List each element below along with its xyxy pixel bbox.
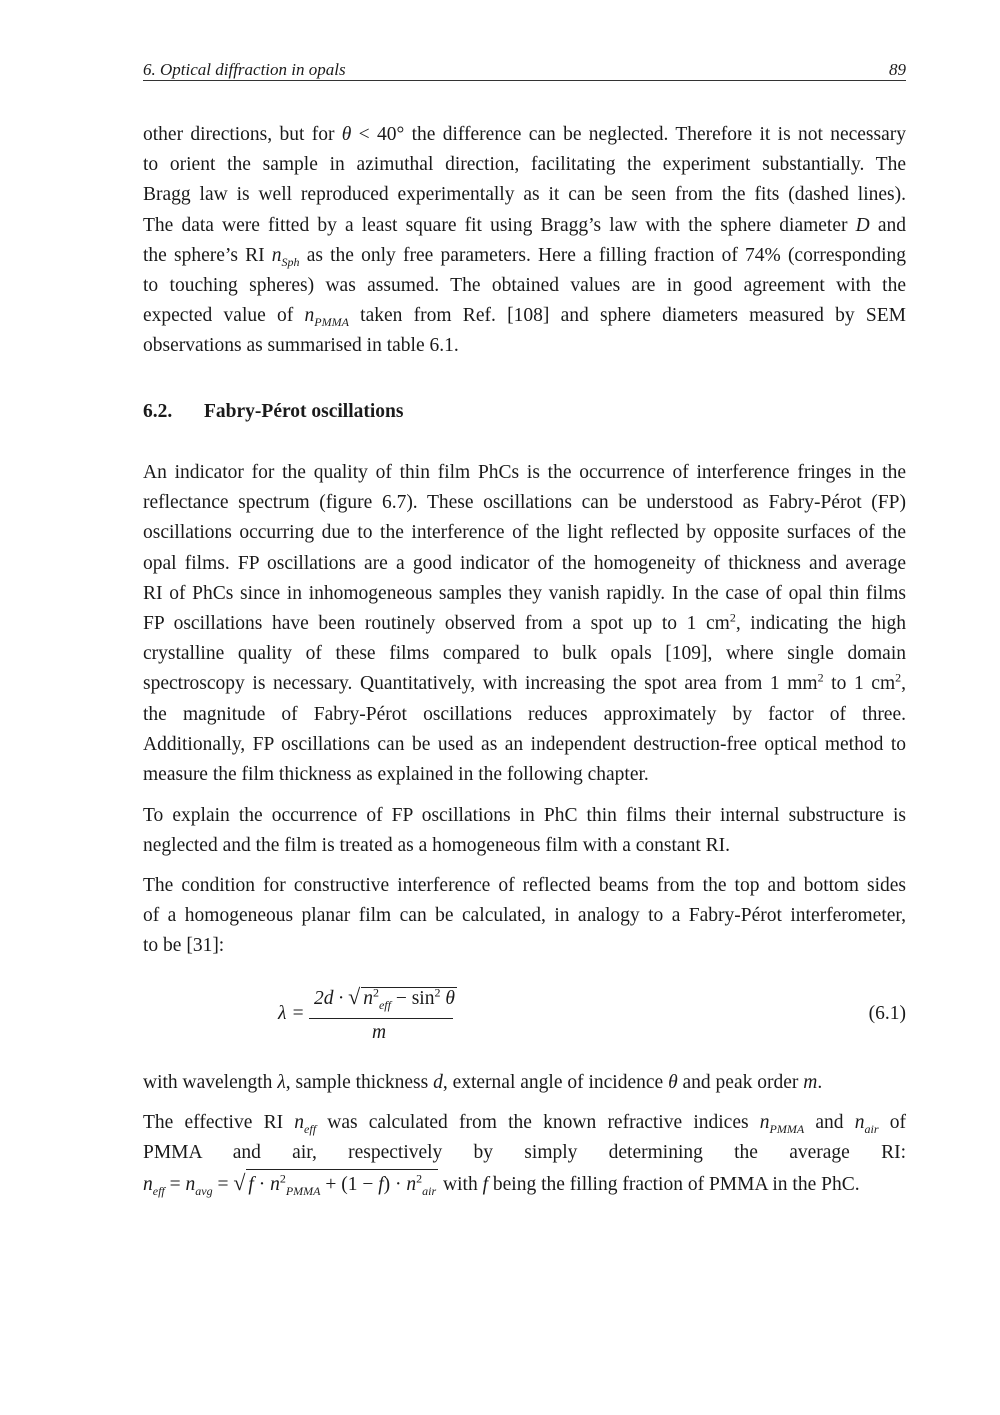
paragraph-bragg-fit bbox=[143, 120, 906, 362]
text-line: An indicator for the quality of thin film PhCs is the occurrence of interference fringes in the bbox=[143, 462, 906, 483]
paragraph-fp-indicator bbox=[143, 458, 906, 790]
paragraph-variables bbox=[143, 1068, 906, 1098]
paragraph-effective-ri bbox=[143, 1108, 906, 1201]
text-line: neglected and the film is treated as a homogeneous film with a constant RI. bbox=[143, 835, 730, 857]
text-line: oscillations occurring due to the interference of the light reflected by opposite surfaces of the bbox=[143, 522, 906, 544]
text-line: to be [31]: bbox=[143, 935, 225, 957]
equation-number: (6.1) bbox=[868, 1003, 906, 1024]
running-header bbox=[143, 58, 906, 81]
section-number: 6.2. bbox=[143, 401, 173, 422]
equation-6-1 bbox=[278, 982, 906, 1048]
text-line: The condition for constructive interference of reflected beams from the top and bottom sides bbox=[143, 875, 906, 896]
text-line: reflectance spectrum (figure 6.7). These oscillations can be understood as Fabry-Pérot (FP) bbox=[143, 492, 906, 514]
equation-denominator: m bbox=[372, 1022, 387, 1043]
text-line: the sphere’s RI $n_{Sph}$ as the only free parameters. Here a filling fraction of 74% (corresponding bbox=[143, 244, 906, 269]
section-title: Fabry-Pérot oscillations bbox=[204, 401, 404, 422]
text-line: measure the film thickness as explained in the following chapter. bbox=[143, 764, 649, 786]
section-heading bbox=[143, 401, 404, 423]
text-line: of a homogeneous planar film can be calculated, in analogy to a Fabry-Pérot interferometer, bbox=[143, 905, 906, 927]
text-line: crystalline quality of these films compared to bulk opals [109], where single domain bbox=[143, 643, 906, 665]
text-line: with wavelength λ, sample thickness d, external angle of incidence θ and peak order m. bbox=[143, 1072, 823, 1093]
text-line: the magnitude of Fabry-Pérot oscillations reduces approximately by factor of three. bbox=[143, 703, 906, 725]
text-line-formula: $n_{eff} = n_{avg}$ = √ $f \cdot n^2_{PMMA} + (1 - f) \cdot n^2_{air}$ with f being the filling fraction of PMMA in the PhC. bbox=[143, 1168, 906, 1200]
equation-lhs: λ = bbox=[278, 1003, 305, 1024]
text-line: other directions, but for θ < 40° the difference can be neglected. Therefore it is not necessary bbox=[143, 124, 906, 145]
paragraph-fp-model bbox=[143, 801, 906, 861]
text-line: opal films. FP oscillations are a good indicator of the homogeneity of thickness and average bbox=[143, 552, 906, 574]
text-line: RI of PhCs since in inhomogeneous samples they vanish rapidly. In the case of opal thin films bbox=[143, 582, 906, 604]
text-line: to orient the sample in azimuthal direction, facilitating the experiment substantially. The bbox=[143, 154, 906, 176]
header-page-number: 89 bbox=[889, 60, 906, 79]
text-line: to touching spheres) was assumed. The obtained values are in good agreement with the bbox=[143, 275, 906, 297]
text-line: observations as summarised in table 6.1. bbox=[143, 335, 459, 357]
text-line: Additionally, FP oscillations can be used as an independent destruction-free optical method to bbox=[143, 733, 906, 755]
text-line: The effective RI $n_{eff}$ was calculated from the known refractive indices $n_{PMMA}$ and $n_{air}$ of bbox=[143, 1112, 906, 1136]
text-line: PMMA and air, respectively by simply determining the average RI: bbox=[143, 1142, 906, 1164]
text-line: To explain the occurrence of FP oscillations in PhC thin films their internal substructure is bbox=[143, 805, 906, 826]
paragraph-interference-condition bbox=[143, 871, 906, 962]
fraction-bar bbox=[309, 1018, 453, 1019]
text-line: Bragg law is well reproduced experimentally as it can be seen from the fits (dashed lines). bbox=[143, 184, 906, 206]
text-line: expected value of $n_{PMMA}$ taken from Ref. [108] and sphere diameters measured by SEM bbox=[143, 305, 906, 330]
text-line: The data were fitted by a least square fit using Bragg’s law with the sphere diameter D and bbox=[143, 214, 906, 236]
equation-numerator: 2d · √ $n^2_{eff} - \sin^2 \theta$ bbox=[314, 984, 455, 1012]
text-line: FP oscillations have been routinely observed from a spot up to 1 $cm^2$, indicating the high bbox=[143, 610, 906, 635]
text-line: spectroscopy is necessary. Quantitatively, with increasing the spot area from 1 $mm^2$ to 1 $cm^2$, bbox=[143, 670, 906, 695]
header-section-title: 6. Optical diffraction in opals bbox=[143, 60, 346, 79]
